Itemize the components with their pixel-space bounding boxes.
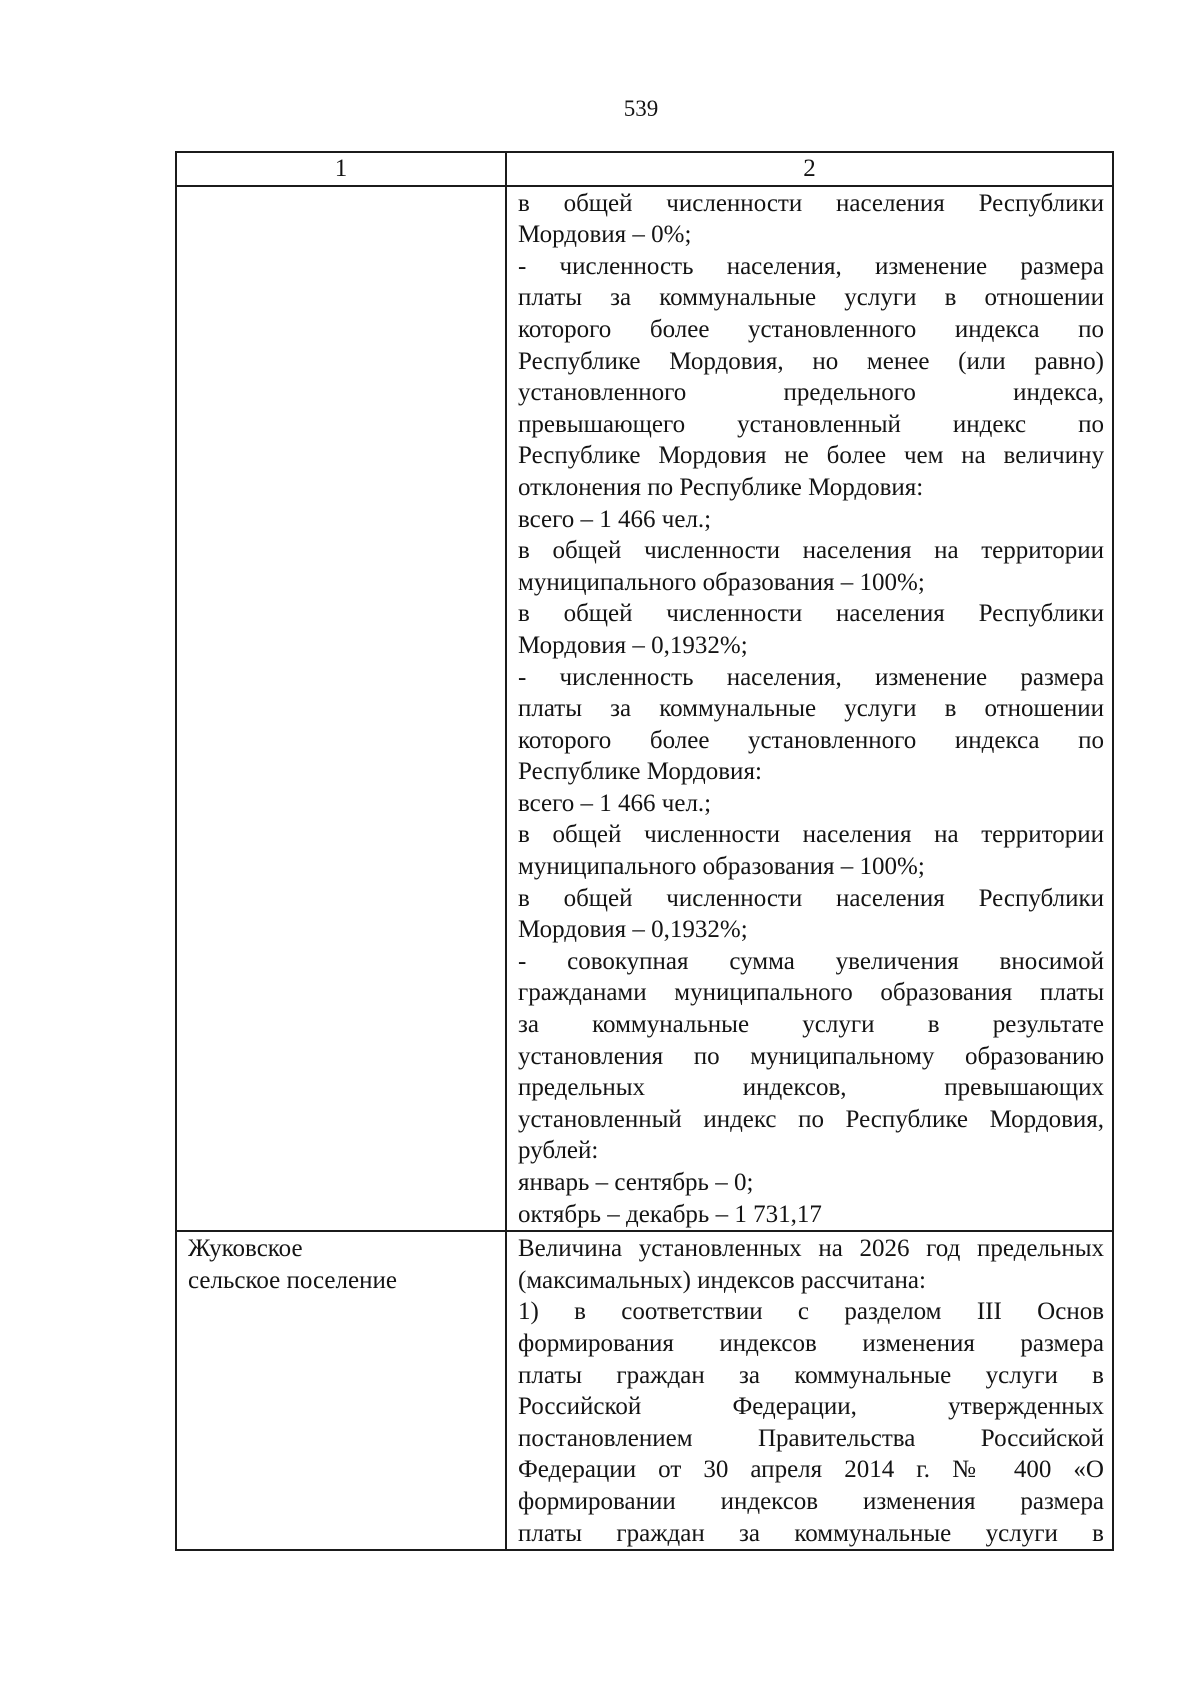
description-line: в общей численности населения Республики — [518, 189, 1104, 217]
description-line: всего – 1 466 чел.; — [518, 505, 712, 533]
description-cell — [506, 186, 1113, 1232]
description-line: - численность населения, изменение размера — [518, 252, 1104, 280]
description-line: за коммунальные услуги в результате — [518, 1011, 1104, 1039]
description-line: постановлением Правительства Российской — [518, 1424, 1104, 1452]
description-line: Мордовия – 0%; — [518, 221, 692, 249]
description-line: платы граждан за коммунальные услуги в — [518, 1519, 1104, 1547]
description-line: - совокупная сумма увеличения вносимой — [518, 947, 1104, 975]
description-line: предельных индексов, превышающих — [518, 1074, 1104, 1102]
description-line: муниципального образования – 100%; — [518, 853, 925, 881]
column-header-2: 2 — [506, 152, 1113, 186]
table-header-row — [176, 152, 1113, 186]
description-line: установления по муниципальному образованию — [518, 1042, 1104, 1070]
description-line: в общей численности населения на территории — [518, 821, 1104, 849]
description-line: установленный индекс по Республике Мордовия, — [518, 1105, 1104, 1133]
description-line: платы граждан за коммунальные услуги в — [518, 1361, 1104, 1389]
description-line: формировании индексов изменения размера — [518, 1487, 1104, 1515]
description-cell — [506, 1231, 1113, 1550]
description-line: муниципального образования – 100%; — [518, 568, 925, 596]
settlement-name-line: сельское поселение — [188, 1266, 397, 1294]
settlement-name-line: Жуковское — [188, 1235, 303, 1263]
description-line: Республике Мордовия: — [518, 758, 762, 786]
description-line: Мордовия – 0,1932%; — [518, 916, 748, 944]
description-line: (максимальных) индексов рассчитана: — [518, 1266, 926, 1294]
page-number: 539 — [623, 96, 659, 121]
description-line: платы за коммунальные услуги в отношении — [518, 284, 1104, 312]
description-line: формирования индексов изменения размера — [518, 1329, 1104, 1357]
description-line: всего – 1 466 чел.; — [518, 789, 712, 817]
description-line: которого более установленного индекса по — [518, 315, 1104, 343]
description-line: январь – сентябрь – 0; — [518, 1169, 754, 1196]
table-row — [176, 1231, 1113, 1550]
description-line: платы за коммунальные услуги в отношении — [518, 695, 1104, 723]
description-line: октябрь – декабрь – 1 731,17 — [518, 1200, 822, 1228]
settlement-name-cell — [176, 186, 506, 1232]
document-table — [175, 151, 1114, 1551]
description-line: отклонения по Республике Мордовия: — [518, 473, 924, 501]
description-line: Мордовия – 0,1932%; — [518, 631, 748, 659]
description-line: превышающего установленный индекс по — [518, 410, 1104, 438]
description-line: рублей: — [518, 1137, 599, 1165]
description-line: Федерации от 30 апреля 2014 г. № 400 «О — [518, 1456, 1104, 1484]
settlement-name-cell — [176, 1231, 506, 1550]
description-line: в общей численности населения Республики — [518, 884, 1104, 912]
description-line: которого более установленного индекса по — [518, 726, 1104, 754]
description-line: Величина установленных на 2026 год предельных — [518, 1235, 1104, 1263]
column-header-1: 1 — [176, 152, 506, 186]
description-line: Республике Мордовия, но менее (или равно) — [518, 347, 1104, 375]
description-line: в общей численности населения Республики — [518, 600, 1104, 628]
description-line: гражданами муниципального образования платы — [518, 979, 1104, 1007]
description-line: 1) в соответствии с разделом III Основ — [518, 1298, 1104, 1326]
description-line: Республике Мордовия не более чем на величину — [518, 442, 1104, 470]
description-line: - численность населения, изменение размера — [518, 663, 1104, 691]
description-line: в общей численности населения на территории — [518, 537, 1104, 565]
table-row — [176, 186, 1113, 1232]
description-line: Российской Федерации, утвержденных — [518, 1393, 1104, 1421]
description-line: установленного предельного индекса, — [518, 379, 1104, 407]
